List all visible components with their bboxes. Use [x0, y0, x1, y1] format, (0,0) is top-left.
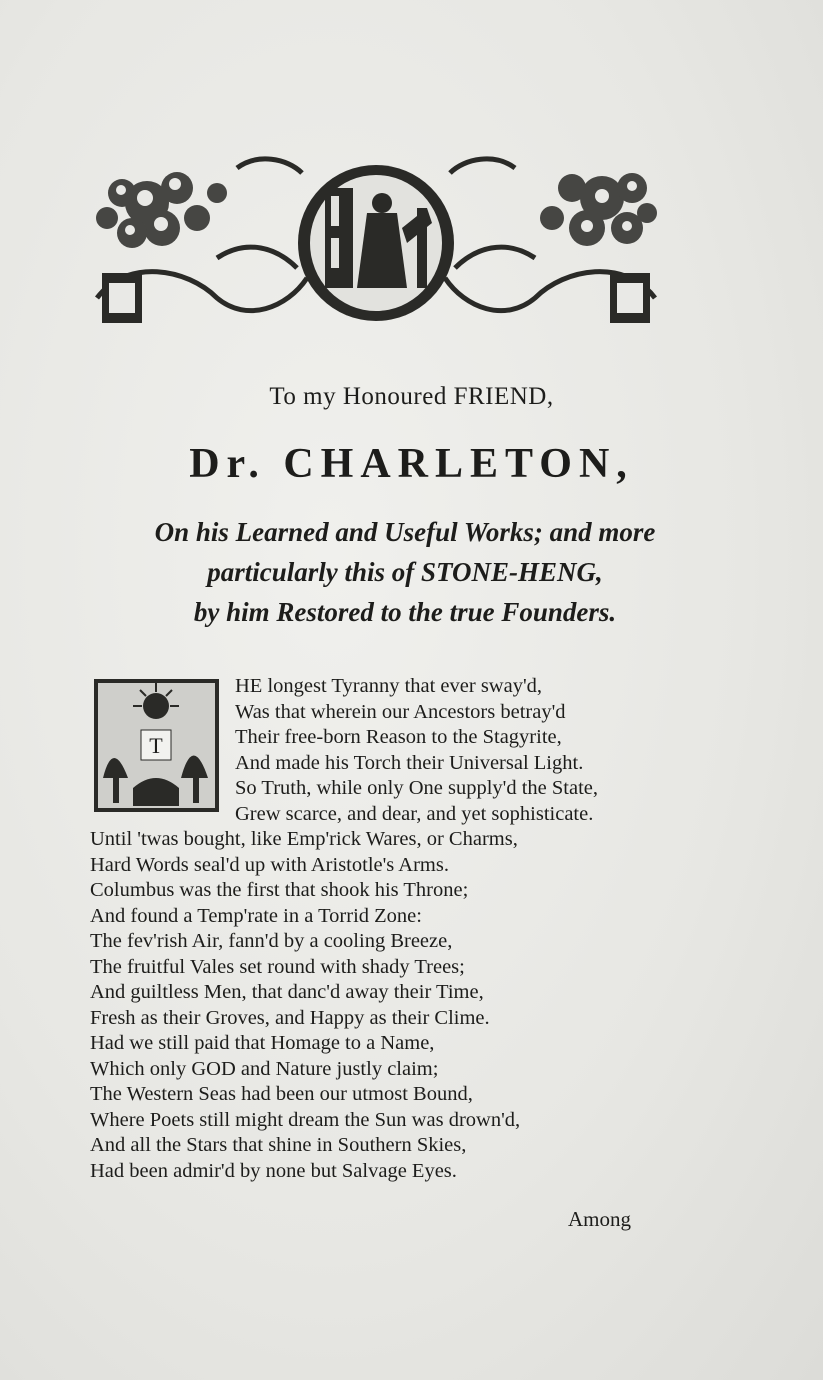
poem-line: Their free-born Reason to the Stagyrite, — [235, 726, 562, 748]
headpiece-ornament — [87, 148, 665, 328]
poem — [90, 674, 650, 1184]
poem-line: Was that wherein our Ancestors betray'd — [235, 700, 566, 723]
poem-line: So Truth, while only One supply'd the State, — [235, 777, 599, 799]
initial-letter: T — [149, 733, 163, 758]
poem-line: And guiltless Men, that danc'd away their Time, — [90, 981, 484, 1003]
poem-line: Until 'twas bought, like Emp'rick Wares, or Charms, — [90, 828, 518, 850]
subtitle-line: particularly this of STONE-HENG, — [207, 557, 603, 587]
subtitle-line: On his Learned and Useful Works; and more — [154, 517, 656, 547]
poem-line: The fruitful Vales set round with shady Trees; — [90, 955, 465, 978]
title-line-1: To my Honoured FRIEND, — [269, 383, 554, 410]
title-line-2: Dr. CHARLETON, — [189, 441, 634, 487]
poem-line: And made his Torch their Universal Light. — [235, 751, 584, 774]
poem-line: The fev'rish Air, fann'd by a cooling Breeze, — [90, 930, 453, 952]
poem-line: And found a Temp'rate in a Torrid Zone: — [90, 904, 422, 927]
poem-line: Hard Words seal'd up with Aristotle's Arms. — [90, 853, 449, 876]
poem-line: Columbus was the first that shook his Throne; — [90, 879, 469, 901]
poem-line: HE longest Tyranny that ever sway'd, — [235, 675, 543, 697]
poem-line: Fresh as their Groves, and Happy as their Clime. — [90, 1006, 490, 1029]
subtitle — [80, 512, 730, 632]
subtitle-line: by him Restored to the true Founders. — [193, 597, 617, 627]
poem-line: Had been admir'd by none but Salvage Eyes. — [90, 1159, 457, 1182]
poem-line: Grew scarce, and dear, and yet sophisticate. — [235, 802, 594, 825]
poem-line: Had we still paid that Homage to a Name, — [90, 1032, 435, 1054]
poem-line: Which only GOD and Nature justly claim; — [90, 1057, 439, 1080]
poem-line: The Western Seas had been our utmost Bound, — [90, 1083, 473, 1105]
catchword: Among — [568, 1207, 631, 1231]
poem-line: Where Poets still might dream the Sun was drown'd, — [90, 1108, 521, 1131]
poem-line: And all the Stars that shine in Southern Skies, — [90, 1134, 467, 1156]
